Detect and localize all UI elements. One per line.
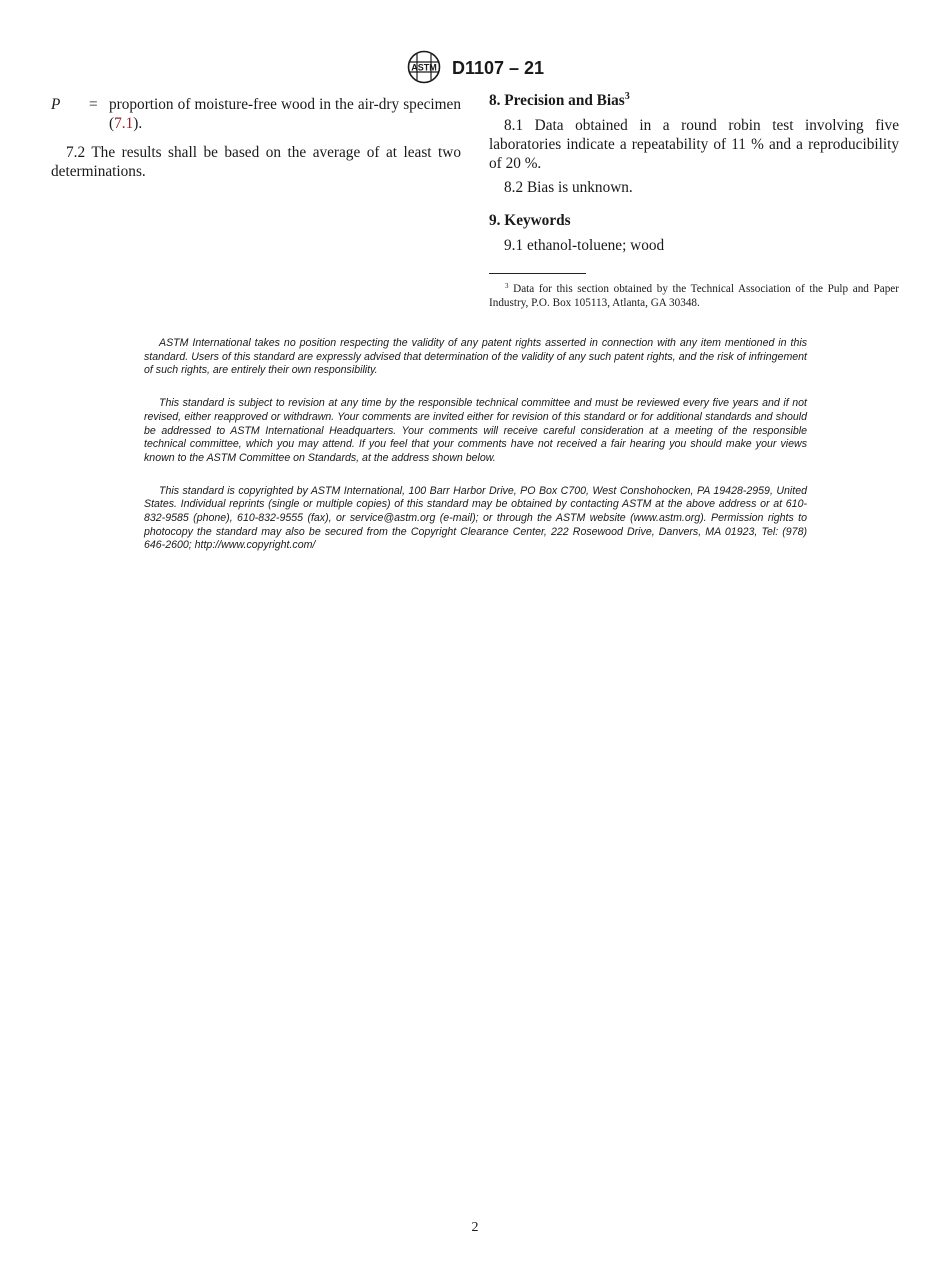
paragraph-8-2: 8.2 Bias is unknown. [504, 179, 633, 196]
legal-notices [144, 337, 807, 572]
variable-definition [51, 95, 461, 133]
paragraph-7-2: 7.2 The results shall be based on the average of at least two determinations. [51, 144, 461, 180]
footnote-number: 3 [505, 282, 509, 290]
variable-description [109, 95, 461, 133]
paragraph-9-1: 9.1 ethanol-toluene; wood [504, 237, 665, 254]
revision-notice: This standard is subject to revision at any time by the responsible technical committee and must be reviewed every five years and if not revised, either reapproved or withdrawn. Your comments are invited either for revision of this standard or for additional standards and should be addressed to ASTM International Headquarters. Your comments will receive careful consideration at a meeting of the responsible technical committee, which you may attend. If you feel that your comments have not received a fair hearing you should make your views known to the ASTM Committee on Standards, at the address shown below. [144, 397, 807, 464]
footnote-marker[interactable]: 3 [624, 91, 630, 102]
page-number: 2 [471, 1220, 479, 1235]
section-8-title: 8. Precision and Bias [489, 92, 625, 109]
section-9-heading: 9. Keywords [489, 212, 571, 229]
paragraph-8-1: 8.1 Data obtained in a round robin test involving five laboratories indicate a repeatability of 11 % and a reproducibility of 20 %. [489, 117, 899, 172]
footnote-divider [489, 273, 586, 274]
equals-sign: = [89, 96, 98, 113]
right-column [489, 91, 899, 310]
variable-description-end: ). [133, 115, 143, 132]
page-header [0, 50, 950, 84]
section-8-heading [489, 91, 899, 110]
copyright-notice: This standard is copyrighted by ASTM International, 100 Barr Harbor Drive, PO Box C700, West Conshohocken, PA 19428-2959, United States. Individual reprints (single or multiple copies) of this standard may be obtained by contacting ASTM at the above address or at 610-832-9585 (phone), 610-832-9555 (fax), or service@astm.org (e-mail); or through the ASTM website (www.astm.org). Permission rights to photocopy the standard may also be secured from the Copyright Clearance Center, 222 Rosewood Drive, Danvers, MA 01923, Tel: (978) 646-2600; http://www.copyright.com/ [144, 484, 807, 552]
astm-logo-text: ASTM [411, 62, 437, 73]
footnote [489, 282, 899, 310]
footnote-text: Data for this section obtained by the Technical Association of the Pulp and Paper Industry, P.O. Box 105113, Atlanta, GA 30348. [489, 283, 899, 309]
patent-notice: ASTM International takes no position respecting the validity of any patent rights asserted in connection with any item mentioned in this standard. Users of this standard are expressly advised that determination of the validity of any such patent rights, and the risk of infringement of such rights, are entirely their own responsibility. [144, 337, 807, 377]
variable-description-text: proportion of moisture-free wood in the air-dry specimen ( [109, 96, 461, 132]
left-column [51, 95, 461, 181]
section-ref-link[interactable]: 7.1 [114, 115, 134, 132]
variable-symbol: P [51, 96, 61, 113]
astm-logo-icon [406, 50, 442, 84]
document-id: D1107 – 21 [451, 57, 545, 78]
